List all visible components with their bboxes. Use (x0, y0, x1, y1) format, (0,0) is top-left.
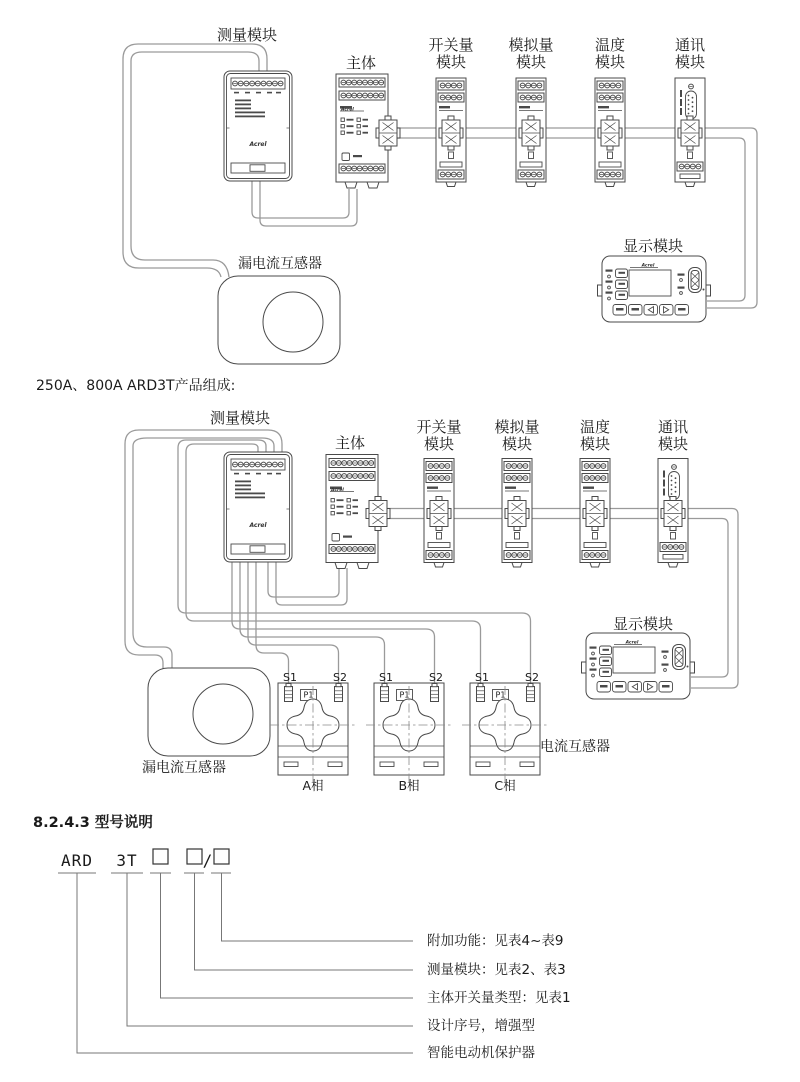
brand-logo: Acrel (249, 141, 267, 148)
diagram-1-product-composition (123, 26, 757, 364)
label-phase-b: B相 (398, 778, 420, 793)
callout-protector: 智能电动机保护器 (427, 1045, 535, 1061)
communication-module (658, 459, 688, 568)
label-p1-b: P1 (399, 690, 410, 700)
label-s1-b: S1 (379, 671, 393, 684)
callout-line-switch-type (161, 873, 414, 998)
measurement-module (224, 71, 292, 181)
label-temp-module-1: 温度 (594, 36, 626, 54)
leakage-current-transformer (148, 668, 270, 756)
label-comm-module-1: 通讯 (674, 36, 706, 54)
brand-logo: Acrel (331, 488, 344, 493)
model-prefix: ARD (61, 851, 93, 870)
label-p1-a: P1 (303, 690, 314, 700)
callout-switch-type: 主体开关量类型：见表1 (427, 990, 571, 1006)
temperature-module (595, 78, 625, 187)
model-box-switch-type (153, 849, 168, 864)
label-main-body: 主体 (334, 434, 366, 452)
label-s1-a: S1 (283, 671, 297, 684)
brand-logo: Acrel (641, 263, 655, 269)
label-switch-module-1: 开关量 (416, 418, 462, 436)
temperature-module (580, 459, 610, 568)
label-phase-a: A相 (302, 778, 324, 793)
wire-measure-to-main-2 (260, 181, 357, 226)
wire-measure-to-main-1 (252, 181, 349, 218)
wire-measure-to-main-2 (276, 562, 347, 605)
analog-module (516, 78, 546, 187)
model-heading: 8.2.4.3 型号说明 (33, 815, 153, 831)
model-box-measure-module (187, 849, 202, 864)
label-switch-module-2: 模块 (435, 53, 467, 71)
label-temp-module-2: 模块 (594, 53, 626, 71)
label-leakage-ct: 漏电流互感器 (142, 760, 226, 776)
label-leakage-ct: 漏电流互感器 (238, 256, 322, 272)
label-display-module: 显示模块 (622, 237, 684, 255)
label-measure-module: 测量模块 (216, 26, 278, 44)
label-s2-a: S2 (333, 671, 347, 684)
callout-line-design-series (127, 873, 413, 1026)
callout-line-extra-function (222, 873, 414, 941)
label-display-module: 显示模块 (612, 615, 674, 633)
label-comm-module-1: 通讯 (657, 418, 689, 436)
label-s2-c: S2 (525, 671, 539, 684)
wire-measure-to-main-1 (268, 562, 339, 597)
label-switch-module-2: 模块 (423, 435, 455, 453)
communication-module (675, 78, 705, 187)
label-main-body: 主体 (345, 54, 377, 72)
main-body-module (326, 455, 390, 569)
model-box-extra-function (214, 849, 229, 864)
wire-ct-b-s1 (240, 562, 385, 690)
label-s1-c: S1 (475, 671, 489, 684)
callout-line-measure-module (195, 873, 414, 970)
brand-logo: Acrel (249, 522, 267, 529)
label-temp-module-2: 模块 (579, 435, 611, 453)
label-analog-module-2: 模块 (501, 435, 533, 453)
switch-module (424, 459, 454, 568)
section-caption: 250A、800A ARD3T产品组成: (36, 378, 236, 394)
main-body-module (336, 74, 400, 188)
analog-module (502, 459, 532, 568)
model-number-key (33, 813, 571, 1061)
brand-logo: Acrel (341, 107, 354, 113)
model-separator: / (202, 851, 214, 870)
label-analog-module-2: 模块 (515, 53, 547, 71)
label-temp-module-1: 温度 (579, 418, 611, 436)
label-phase-c: C相 (494, 778, 516, 793)
label-p1-c: P1 (495, 690, 506, 700)
callout-extra-function: 附加功能：见表4~表9 (427, 933, 564, 949)
switch-module (436, 78, 466, 187)
callout-design-series: 设计序号，增强型 (427, 1018, 535, 1034)
diagram-2-product-composition-250a-800a (125, 409, 738, 793)
label-comm-module-2: 模块 (657, 435, 689, 453)
callout-measure-module: 测量模块：见表2、表3 (427, 962, 566, 978)
label-current-ct: 电流互感器 (540, 739, 610, 755)
leakage-current-transformer (218, 276, 340, 364)
label-analog-module-1: 模拟量 (508, 36, 554, 54)
label-analog-module-1: 模拟量 (494, 418, 540, 436)
label-comm-module-2: 模块 (674, 53, 706, 71)
measurement-module (224, 452, 292, 562)
label-s2-b: S2 (429, 671, 443, 684)
model-series: 3T (116, 851, 138, 870)
label-switch-module-1: 开关量 (428, 36, 474, 54)
label-measure-module: 测量模块 (209, 409, 271, 427)
brand-logo: Acrel (625, 640, 639, 646)
